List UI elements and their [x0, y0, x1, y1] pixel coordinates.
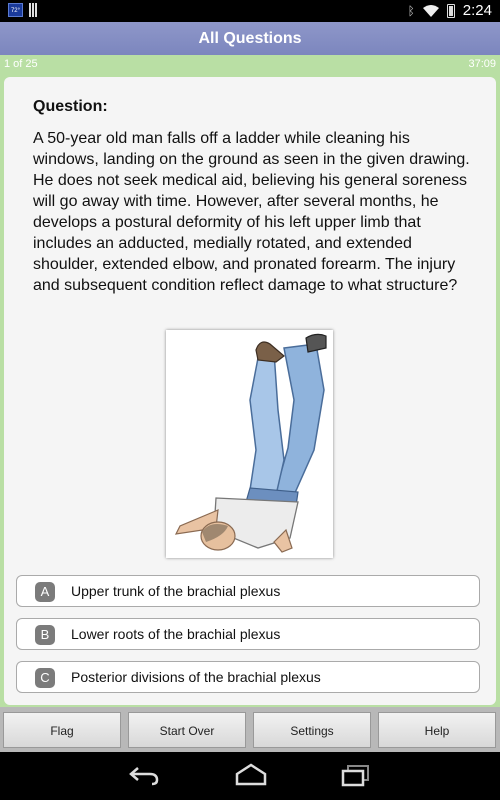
recent-apps-icon[interactable] [340, 762, 372, 788]
timer: 37:09 [468, 58, 496, 70]
settings-button[interactable]: Settings [253, 712, 371, 748]
answer-text: Posterior divisions of the brachial plexus [71, 669, 321, 685]
clock: 2:24 [462, 2, 492, 19]
help-button[interactable]: Help [378, 712, 496, 748]
home-icon[interactable] [234, 762, 268, 788]
progress-bar [0, 55, 500, 73]
question-label: Question: [33, 98, 108, 115]
answer-option-b[interactable] [16, 618, 480, 650]
back-icon[interactable] [128, 762, 160, 788]
battery-icon [447, 4, 455, 18]
answer-letter-badge: B [35, 625, 55, 645]
flag-button[interactable]: Flag [3, 712, 121, 748]
question-counter: 1 of 25 [4, 58, 38, 70]
answer-letter-badge: A [35, 582, 55, 602]
start-over-button[interactable]: Start Over [128, 712, 246, 748]
answer-text: Lower roots of the brachial plexus [71, 626, 281, 642]
answer-text: Upper trunk of the brachial plexus [71, 583, 281, 599]
answer-option-a[interactable] [16, 575, 480, 607]
status-bar [0, 0, 500, 22]
question-image [166, 330, 333, 558]
question-text: A 50-year old man falls off a ladder while cleaning his windows, landing on the ground as seen in the given drawing. He does not seek medical aid, believing his general soreness will go away with time. However, after several months, he develops a postural deformity of his left upper limb that includes an adducted, medially rotated, and extended shoulder, extended elbow, and pronated forearm. The injury and subsequent condition reflect damage to what structure? [33, 130, 470, 294]
answer-option-c[interactable] [16, 661, 480, 693]
weather-widget-icon: 72° [8, 3, 23, 17]
barcode-icon [29, 3, 39, 17]
page-title: All Questions [0, 22, 500, 55]
wifi-icon [423, 5, 439, 17]
bluetooth-icon: ᛒ [407, 3, 415, 18]
fall-illustration [166, 330, 333, 558]
answer-letter-badge: C [35, 668, 55, 688]
